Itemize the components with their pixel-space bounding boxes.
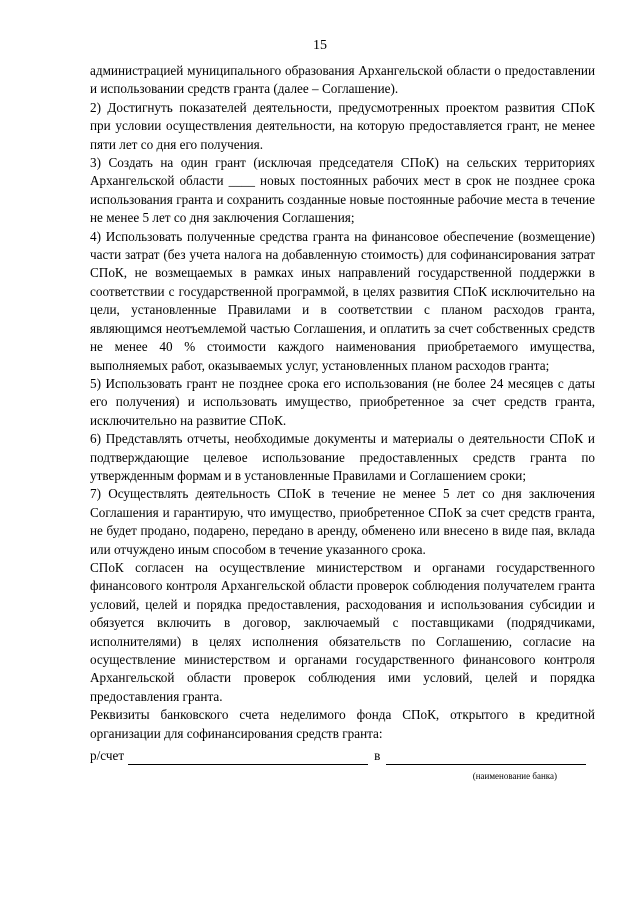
account-label: р/счет	[90, 748, 125, 764]
paragraph-1: администрацией муниципального образования Архангельской области о предоставлении и использовании средств гранта (далее – Соглашение).	[90, 63, 595, 97]
bank-caption: (наименование банка)	[472, 771, 557, 782]
paragraph-bank-details: Реквизиты банковского счета неделимого фонда СПоК, открытого в кредитной организации для софинансирования средств гранта:	[90, 707, 595, 741]
account-number-field	[128, 749, 368, 765]
paragraph-7: 7) Осуществлять деятельность СПоК в течение не менее 5 лет со дня заключения Соглашения и гарантирую, что имущество, приобретенное СПоК за счет средств гранта, не будет продано, подарено, передано в аренду, обменено или внесено в виде пая, вклада или отчуждено иным способом в течение указанного срока.	[90, 486, 595, 557]
document-body	[90, 62, 595, 786]
paragraph-5: 5) Использовать грант не позднее срока его использования (не более 24 месяцев с даты его получения) и использовать имущество, приобретенное за счет средств гранта, исключительно на развитие СПоК.	[90, 375, 595, 428]
paragraph-3: 3) Создать на один грант (исключая председателя СПоК) на сельских территориях Архангельской области ____ новых постоянных рабочих мест в срок не позднее срока использования гранта и сохранить созданные новые постоянные рабочие места в течение не менее 5 лет со дня заключения Соглашения;	[90, 155, 595, 226]
account-line	[90, 747, 595, 765]
bank-name-field	[386, 749, 586, 765]
paragraph-2: 2) Достигнуть показателей деятельности, предусмотренных проектом развития СПоК при условии осуществления деятельности, на которую предоставляется грант, не менее пяти лет со дня его получения.	[90, 99, 595, 152]
paragraph-4: 4) Использовать полученные средства гранта на финансовое обеспечение (возмещение) части затрат (без учета налога на добавленную стоимость) для софинансирования затрат СПоК, не возмещаемых в рамках иных направлений государственной поддержки в соответствии с государственной программой, в целях развития СПоК исключительно на цели, установленные Правилами и в соответствии с планом расходов гранта, являющимся неотъемлемой частью Соглашения, и оплатить за счет собственных средств не менее 40 % стоимости каждого наименования приобретаемого имущества, выполняемых работ, оказываемых услуг, установленных планом расходов гранта;	[90, 228, 595, 373]
account-in-label: в	[374, 748, 381, 764]
paragraph-6: 6) Представлять отчеты, необходимые документы и материалы о деятельности СПоК и подтверждающие целевое использование предоставленных средств гранта по утвержденным формам и в установленные Правилами и Соглашением сроки;	[90, 431, 595, 483]
paragraph-consent: СПоК согласен на осуществление министерством и органами государственного финансового контроля Архангельской области проверок соблюдения получателем гранта условий, целей и порядка предоставления, расходования и использования субсидии и обязуется включить в договор, заключаемый с поставщиками (подрядчиками, исполнителями) в целях исполнения обязательств по Соглашению, согласие на осуществление министерством и органами государственного финансового контроля Архангельской области проверок соблюдения ими условий, целей и порядка предоставления гранта.	[90, 559, 595, 704]
page-number: 15	[313, 38, 327, 53]
